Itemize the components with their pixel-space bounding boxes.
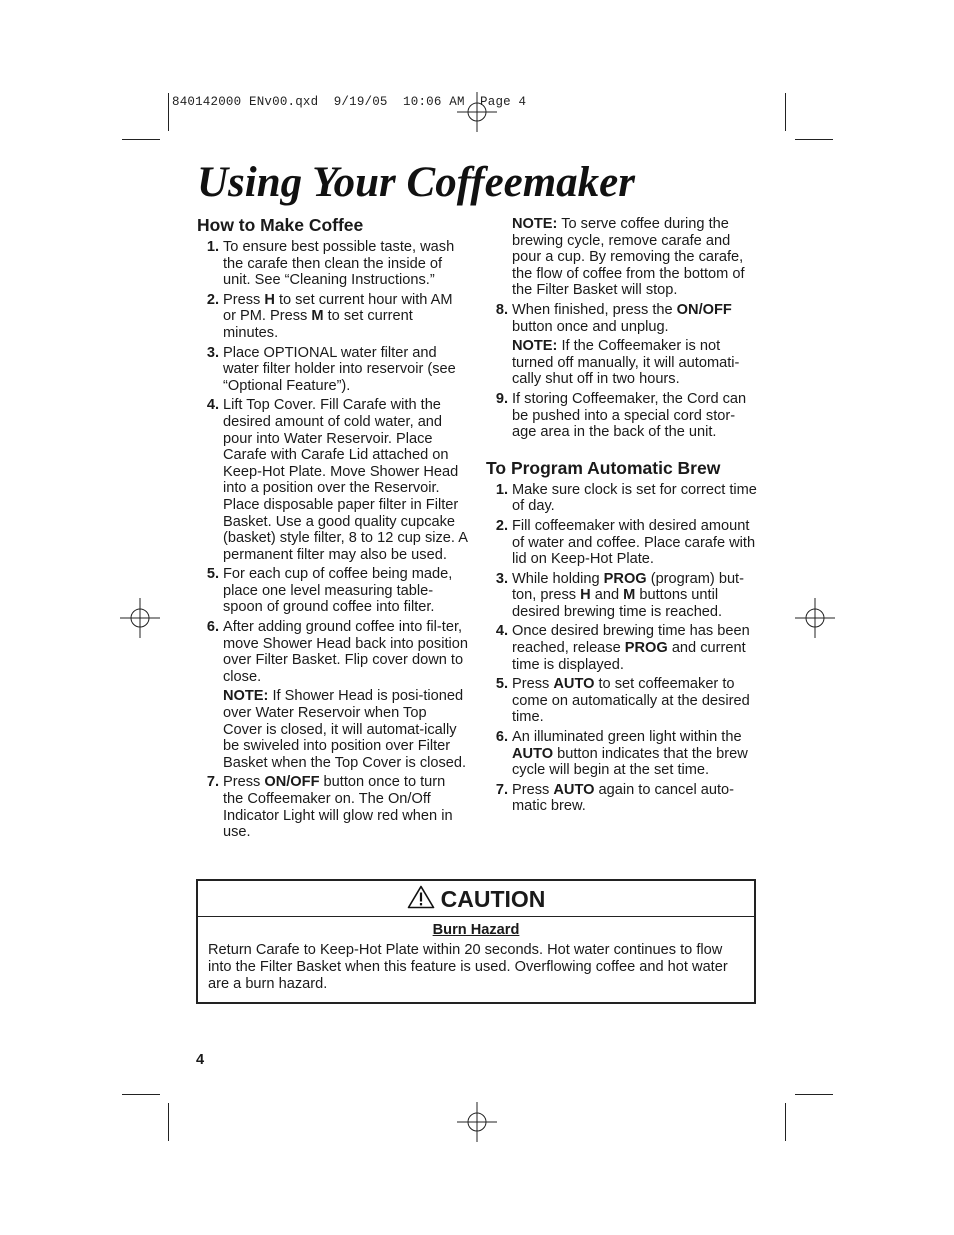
- right-column: [486, 216, 758, 818]
- step-number: 4.: [495, 623, 508, 640]
- crop-mark: [785, 93, 786, 131]
- list-item: [197, 345, 469, 395]
- step-number: 4.: [206, 397, 219, 414]
- crop-mark: [168, 93, 169, 131]
- step-text: Fill coffeemaker with desired amount of water and coffee. Place carafe with lid on Keep-Hot Plate.: [512, 517, 756, 568]
- list-item: [486, 623, 758, 673]
- crop-mark: [122, 1094, 160, 1095]
- step-text: An illuminated green light within the AUTO button indicates that the brew cycle will begin at the set time.: [512, 729, 748, 779]
- step-text: Once desired brewing time has been reached, release PROG and current time is displayed.: [512, 623, 750, 673]
- how-to-steps-list: [197, 239, 469, 841]
- step-text: To ensure best possible taste, wash the carafe then clean the inside of unit. See “Cleaning Instructions.”: [223, 239, 455, 289]
- caution-box: [196, 879, 756, 1004]
- step-text: Press ON/OFF button once to turn the Coffeemaker on. The On/Off Indicator Light will glow red when in use.: [223, 774, 453, 841]
- step-text: When finished, press the ON/OFF button once and unplug.: [512, 301, 732, 335]
- step-number: 9.: [495, 390, 508, 407]
- page-number: 4: [196, 1052, 205, 1068]
- finishing-steps-list: [486, 302, 758, 441]
- step-number: 5.: [495, 676, 508, 693]
- left-column: [197, 215, 469, 844]
- step-number: 6.: [206, 619, 219, 636]
- crop-mark: [122, 139, 160, 140]
- step-note: NOTE: If the Coffeemaker is not turned off manually, it will automati-cally shut off in two hours.: [512, 338, 740, 388]
- printer-slug-line: 840142000 ENv00.qxd 9/19/05 10:06 AM Page 4: [172, 95, 527, 109]
- step-number: 2.: [206, 291, 219, 308]
- program-steps-list: [486, 482, 758, 815]
- step-number: 3.: [206, 344, 219, 361]
- crop-mark: [795, 1094, 833, 1095]
- list-item: [197, 566, 469, 616]
- list-item: [486, 729, 758, 779]
- registration-mark-icon: [120, 598, 160, 638]
- step-number: 3.: [495, 570, 508, 587]
- list-item: [486, 571, 758, 621]
- step-number: 1.: [495, 481, 508, 498]
- list-item: [197, 292, 469, 342]
- step-text: Lift Top Cover. Fill Carafe with the desired amount of cold water, and pour into Water Reservoir. Place Carafe with Carafe Lid attached on Keep-Hot Plate. Move Shower Head into a position over the Reservoir. Place disposable paper filter in Filter Basket. Use a good quality cupcake (basket) style filter, 8 to 12 cup size. A permanent filter may also be used.: [223, 397, 468, 563]
- step-text: Place OPTIONAL water filter and water filter holder into reservoir (see “Optional Feature”).: [223, 344, 456, 394]
- step-number: 1.: [206, 239, 219, 255]
- step-number: 7.: [206, 774, 219, 791]
- registration-mark-icon: [795, 598, 835, 638]
- caution-header: [198, 881, 754, 917]
- caution-heading: CAUTION: [440, 886, 546, 912]
- step-text: Press AUTO to set coffeemaker to come on automatically at the desired time.: [512, 676, 750, 726]
- serve-during-brew-note: NOTE: To serve coffee during the brewing cycle, remove carafe and pour a cup. By removing the carafe, the flow of coffee from the bottom of the Filter Basket will stop.: [512, 216, 745, 299]
- step-note: NOTE: If Shower Head is posi-tioned over Water Reservoir when Top Cover is closed, it will automat-ically be swiveled into position over Filter Basket when the Top Cover is closed.: [223, 688, 467, 771]
- step-text: Press H to set current hour with AM or PM. Press M to set current minutes.: [223, 291, 453, 341]
- step-text: Press AUTO again to cancel auto-matic brew.: [512, 781, 734, 815]
- list-item: [486, 482, 758, 515]
- step-number: 5.: [206, 566, 219, 583]
- step-text: Make sure clock is set for correct time of day.: [512, 481, 757, 515]
- warning-triangle-icon: [407, 885, 435, 909]
- step-number: 6.: [495, 729, 508, 746]
- list-item: [197, 619, 469, 771]
- caution-text: Return Carafe to Keep-Hot Plate within 20 seconds. Hot water continues to flow into the Filter Basket when this feature is used. Overflowing coffee and hot water are a burn hazard.: [208, 942, 728, 992]
- step-number: 8.: [495, 301, 508, 318]
- list-item: [486, 676, 758, 726]
- list-item: [486, 782, 758, 815]
- crop-mark: [785, 1103, 786, 1141]
- section-heading-program-automatic-brew: To Program Automatic Brew: [486, 457, 721, 478]
- list-item: [486, 302, 758, 388]
- step-text: After adding ground coffee into fil-ter, move Shower Head back into position over Filter Basket. Flip cover down to close.: [223, 619, 468, 685]
- list-item: [486, 391, 758, 441]
- step-text: If storing Coffeemaker, the Cord can be pushed into a special cord stor-age area in the back of the unit.: [512, 390, 747, 441]
- step-text: While holding PROG (program) but-ton, press H and M buttons until desired brewing time is reached.: [512, 570, 744, 620]
- list-item: [197, 774, 469, 840]
- crop-mark: [795, 139, 833, 140]
- caution-subheading: Burn Hazard: [432, 922, 520, 938]
- step-text: For each cup of coffee being made, place one level measuring table-spoon of ground coffee into filter.: [223, 566, 453, 616]
- list-item: [197, 397, 469, 563]
- registration-mark-icon: [457, 92, 497, 132]
- step-number: 2.: [495, 517, 508, 534]
- section-heading-how-to-make-coffee: How to Make Coffee: [197, 215, 364, 235]
- crop-mark: [168, 1103, 169, 1141]
- page-title: Using Your Coffeemaker: [197, 159, 635, 206]
- registration-mark-icon: [457, 1102, 497, 1142]
- list-item: [486, 518, 758, 568]
- step-number: 7.: [495, 781, 508, 798]
- list-item: [197, 239, 469, 289]
